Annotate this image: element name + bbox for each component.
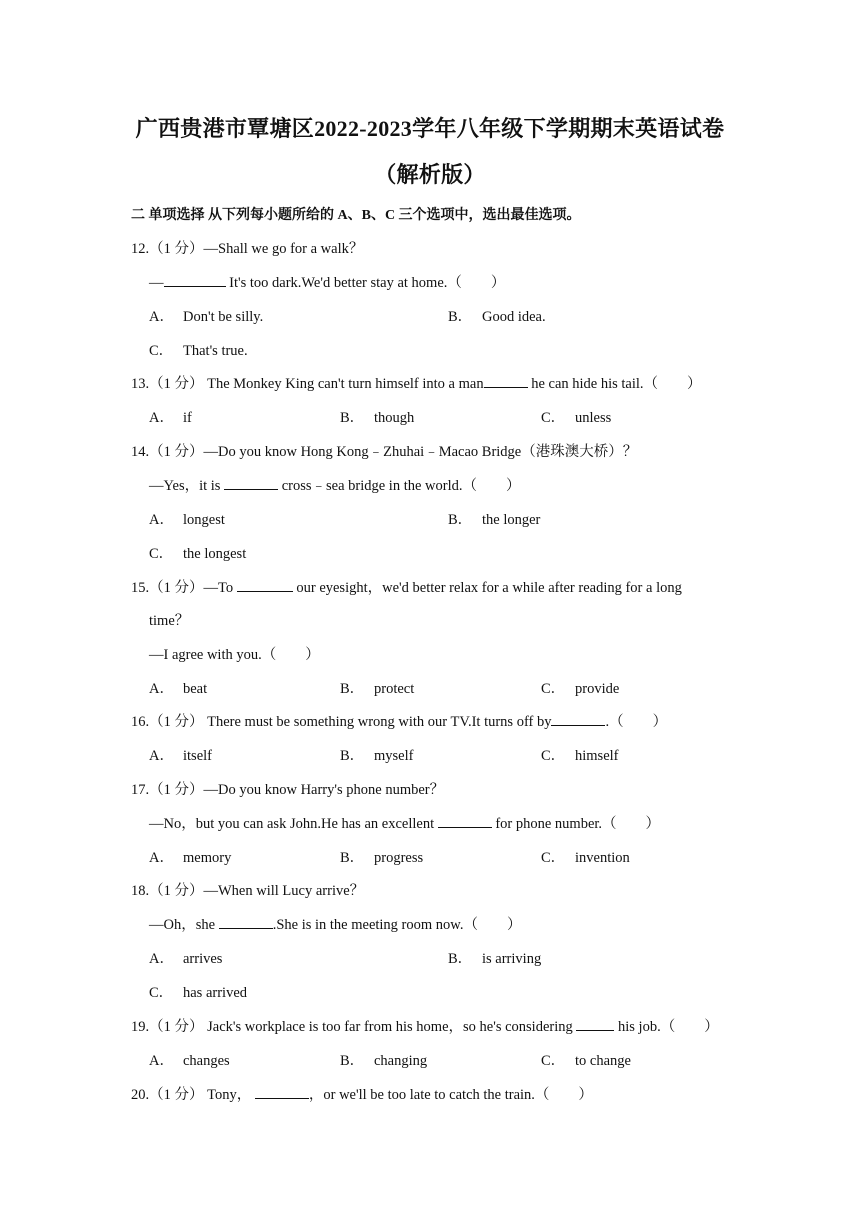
answer-blank [164,274,226,287]
question-13-option-c[interactable]: C． unless [541,410,612,426]
answer-blank [484,375,528,388]
question-14-option-b[interactable]: B． the longer [448,512,541,528]
exam-title: 广西贵港市覃塘区2022-2023学年八年级下学期期末英语试卷 [135,116,725,141]
question-18-line2: —Oh，she .She is in the meeting room now.（ ） [149,917,522,933]
question-19-option-b[interactable]: B． changing [340,1053,428,1069]
question-19-stem: 19.（1 分） Jack's workplace is too far from his home，so he's considering his job.（ ） [131,1019,719,1035]
question-18-option-b[interactable]: B． is arriving [448,951,542,967]
question-15-option-a[interactable]: A． beat [149,681,208,697]
question-12-option-a[interactable]: A． Don't be silly. [149,309,264,325]
section-heading: 二 单项选择 从下列每小题所给的 A、B、C 三个选项中，选出最佳选项。 [131,208,581,223]
question-12-option-b[interactable]: B． Good idea. [448,309,546,325]
question-15-stem: 15.（1 分）—To our eyesight，we'd better relax for a while after reading for a long [131,580,682,596]
question-17-line2: —No，but you can ask John.He has an excellent for phone number.（ ） [149,816,661,832]
answer-blank [255,1086,309,1099]
answer-blank [551,713,605,726]
answer-blank [438,815,492,828]
question-18-option-a[interactable]: A． arrives [149,951,223,967]
answer-blank [237,579,293,592]
question-16-option-b[interactable]: B． myself [340,748,414,764]
question-12-line2: — It's too dark.We'd better stay at home.（ ） [149,275,506,291]
question-14-line2: —Yes，it is cross﹣sea bridge in the world.（ ） [149,478,521,494]
answer-blank [576,1018,614,1031]
question-17-stem: 17.（1 分）—Do you know Harry's phone number？ [131,782,445,798]
question-12-option-c[interactable]: C． That's true. [149,343,248,359]
question-16-stem: 16.（1 分） There must be something wrong with our TV.It turns off by .（ ） [131,714,668,730]
question-15-line2: time？ [149,613,190,629]
question-19-option-c[interactable]: C． to change [541,1053,631,1069]
question-19-option-a[interactable]: A． changes [149,1053,230,1069]
question-13-option-b[interactable]: B． though [340,410,415,426]
question-16-option-c[interactable]: C． himself [541,748,619,764]
question-16-option-a[interactable]: A． itself [149,748,212,764]
answer-blank [219,916,273,929]
question-14-option-a[interactable]: A． longest [149,512,225,528]
question-18-stem: 18.（1 分）—When will Lucy arrive？ [131,883,365,899]
question-15-option-c[interactable]: C． provide [541,681,620,697]
question-13-stem: 13.（1 分） The Monkey King can't turn himself into a man he can hide his tail.（ ） [131,376,702,392]
question-15-option-b[interactable]: B． protect [340,681,415,697]
question-12-stem: 12.（1 分）—Shall we go for a walk？ [131,241,364,257]
question-15-line3: —I agree with you.（ ） [149,647,320,663]
question-13-option-a[interactable]: A． if [149,410,192,426]
question-20-stem: 20.（1 分） Tony， ，or we'll be too late to catch the train.（ ） [131,1087,593,1103]
question-14-option-c[interactable]: C． the longest [149,546,247,562]
question-17-option-a[interactable]: A． memory [149,850,232,866]
question-17-option-b[interactable]: B． progress [340,850,424,866]
question-14-stem: 14.（1 分）—Do you know Hong Kong﹣Zhuhai﹣Macao Bridge（港珠澳大桥）？ [131,444,638,460]
exam-subtitle: （解析版） [374,162,486,187]
question-18-option-c[interactable]: C． has arrived [149,985,248,1001]
answer-blank [224,477,278,490]
question-17-option-c[interactable]: C． invention [541,850,630,866]
